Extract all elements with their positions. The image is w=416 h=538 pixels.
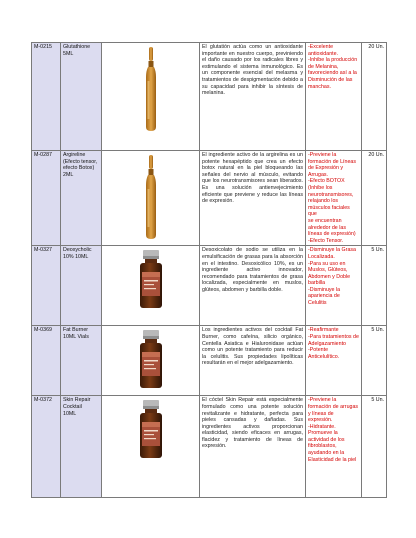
product-description: Los ingredientes activos del cocktail Fat Burner, como cafeína, silicio orgánico, Centella Asiatica e Hialuronidase actúan como un potente tratamiento para reducir la celulitis. Sus propiedades lipolíticas resultarán en el mejor adelgazamiento. (200, 326, 306, 396)
product-description: El glutatión actúa como un antioxidante importante en nuestro cuerpo, previniendo el daño causado por los radicales libres y estimulando el sistema inmunológico. Es un componente esencial del melasma y tratamientos de despigmentación debido a su capacidad para inhibir la síntesis de melanina. (200, 43, 306, 151)
product-benefit-line: Adelgazamiento (308, 340, 346, 347)
product-benefit-line: antioxidante. (308, 50, 339, 57)
product-benefit-line: formación de arrugas (308, 403, 359, 410)
product-image-cell (102, 43, 200, 151)
product-benefit-line: -Reafirmante (308, 327, 339, 334)
product-code: M-0369 (32, 326, 61, 396)
product-name-line: (Efecto tensor, (63, 158, 98, 165)
product-name-line: Fat Burner (63, 327, 89, 334)
product-image-cell (102, 396, 200, 498)
product-benefit-line: -Inhibe la producción (308, 57, 358, 64)
product-benefit-line: manchas. (308, 83, 331, 90)
product-name-line: 10% 10ML (63, 253, 89, 260)
product-benefit-line: -Previene la (308, 397, 337, 404)
product-benefit-line: -Efecto Tensor. (308, 237, 344, 244)
product-benefit-line: -Potente (308, 347, 329, 354)
product-benefit-line: -Disminuye la (308, 286, 341, 293)
product-benefits (306, 246, 362, 326)
product-benefit-line: -Previene la (308, 152, 337, 158)
product-benefit-line: de Expresión y (308, 165, 344, 172)
amber-ampoule-icon (143, 47, 159, 131)
table-row (32, 43, 387, 151)
product-benefit-line: favoreciendo así a la (308, 70, 357, 77)
product-code: M-0372 (32, 396, 61, 498)
product-quantity: 5 Un. (362, 246, 387, 326)
product-description: El cóctel Skin Repair está especialmente formulado como una potente solución revitalizante e hidratante, perfecta para pieles cansadas y dañadas. Sus ingredientes activos proporcionan elasticidad, siendo eficaces en arrugas, flacidez y tratamiento de líneas de expresión. (200, 396, 306, 498)
product-benefit-line: ayudando en la (308, 450, 345, 457)
brown-vial-icon (138, 400, 164, 458)
product-benefit-line: apariencia de Celulitis (308, 293, 340, 307)
product-benefit-line: barbilla (308, 280, 326, 287)
product-name-line: 10ML Vials (63, 333, 89, 340)
product-benefit-line: formación de Líneas (308, 158, 356, 165)
product-benefit-line: de Melanina, (308, 63, 339, 70)
product-benefits (306, 326, 362, 396)
product-benefit-line: neurotransmisores, (308, 191, 354, 198)
product-benefit-line: -Para tratamientos de (308, 333, 359, 340)
product-name (61, 396, 102, 498)
product-benefit-line: alrededor de las (308, 224, 346, 231)
product-benefit-line: Promueve la (308, 430, 338, 437)
product-name-line: 2ML (63, 171, 74, 178)
product-benefit-line: músculos faciales que (308, 204, 350, 218)
product-name-line: Deoxycholic (63, 247, 92, 254)
product-name-line: Argireline (63, 152, 86, 158)
product-benefit-line: actividad de los (308, 436, 345, 443)
product-name-line: efecto Botox) (63, 165, 95, 172)
product-quantity: 20 Un. (362, 43, 387, 151)
product-quantity: 5 Un. (362, 326, 387, 396)
product-benefit-line: relajando los (308, 198, 339, 205)
product-name (61, 246, 102, 326)
table-row (32, 396, 387, 498)
product-benefits (306, 151, 362, 246)
product-name (61, 43, 102, 151)
product-image-cell (102, 151, 200, 246)
product-name-line: 5ML (63, 50, 74, 57)
product-code: M-0287 (32, 151, 61, 246)
product-benefit-line: -Para su uso en (308, 260, 346, 267)
product-description: El ingrediente activo de la argirelina es un potente hexapéptido que crea un efecto botox natural en la piel bloqueando las señales del nervio al músculo, evitando que los neurotransmisores sean liberados. Es una solución antienvejecimiento eficiente que previene y reduce las líneas de expresión. (200, 151, 306, 246)
product-benefit-line: Elasticidad de la piel (308, 456, 357, 463)
product-benefit-line: Arrugas. (308, 171, 329, 178)
product-benefit-line: -Efecto BOTOX (308, 178, 345, 185)
product-benefit-line: -Disminuye la Grasa (308, 247, 356, 254)
product-benefit-line: fibroblastos, (308, 443, 337, 450)
product-benefit-line: y líneas de expresión. (308, 410, 334, 424)
product-code: M-0327 (32, 246, 61, 326)
product-name (61, 151, 102, 246)
product-quantity: 5 Un. (362, 396, 387, 498)
product-benefit-line: líneas de expresión) (308, 231, 356, 238)
product-benefit-line: Localizada. (308, 253, 335, 260)
product-benefit-line: Anticelulítico. (308, 353, 340, 360)
product-benefit-line: -Hidratante. (308, 423, 336, 430)
table-row (32, 151, 387, 246)
product-benefits (306, 396, 362, 498)
product-image-cell (102, 246, 200, 326)
product-description: Desoxicolato de sodio se utiliza en la emulsificación de grasas para la absorción en el intestino. Desoxicólico 10%, es un ingrediente activo innovador, recomendado para tratamientos de grasa localizada, especialmente en muslos, glúteos, abdomen y barbilla doble. (200, 246, 306, 326)
product-name-line: Glutathione (63, 44, 91, 50)
product-name-line: 10ML (63, 410, 77, 417)
product-name-line: Skin Repair Cocktail (63, 397, 91, 410)
product-benefits (306, 43, 362, 151)
product-benefit-line: Muslos, Glúteos, (308, 267, 348, 274)
brown-vial-icon (138, 330, 164, 388)
table-row (32, 326, 387, 396)
product-benefit-line: se encuentran (308, 217, 342, 224)
product-benefit-line: Abdomen y Doble (308, 273, 351, 280)
product-benefit-line: (Inhibe los (308, 184, 333, 191)
amber-ampoule-icon (143, 155, 159, 239)
table-row (32, 246, 387, 326)
product-table (31, 42, 387, 498)
product-quantity: 20 Un. (362, 151, 387, 246)
product-code: M-0215 (32, 43, 61, 151)
brown-vial-icon (138, 250, 164, 308)
product-image-cell (102, 326, 200, 396)
product-name (61, 326, 102, 396)
product-benefit-line: Disminución de las (308, 76, 353, 83)
product-benefit-line: -Excelente (308, 44, 334, 50)
